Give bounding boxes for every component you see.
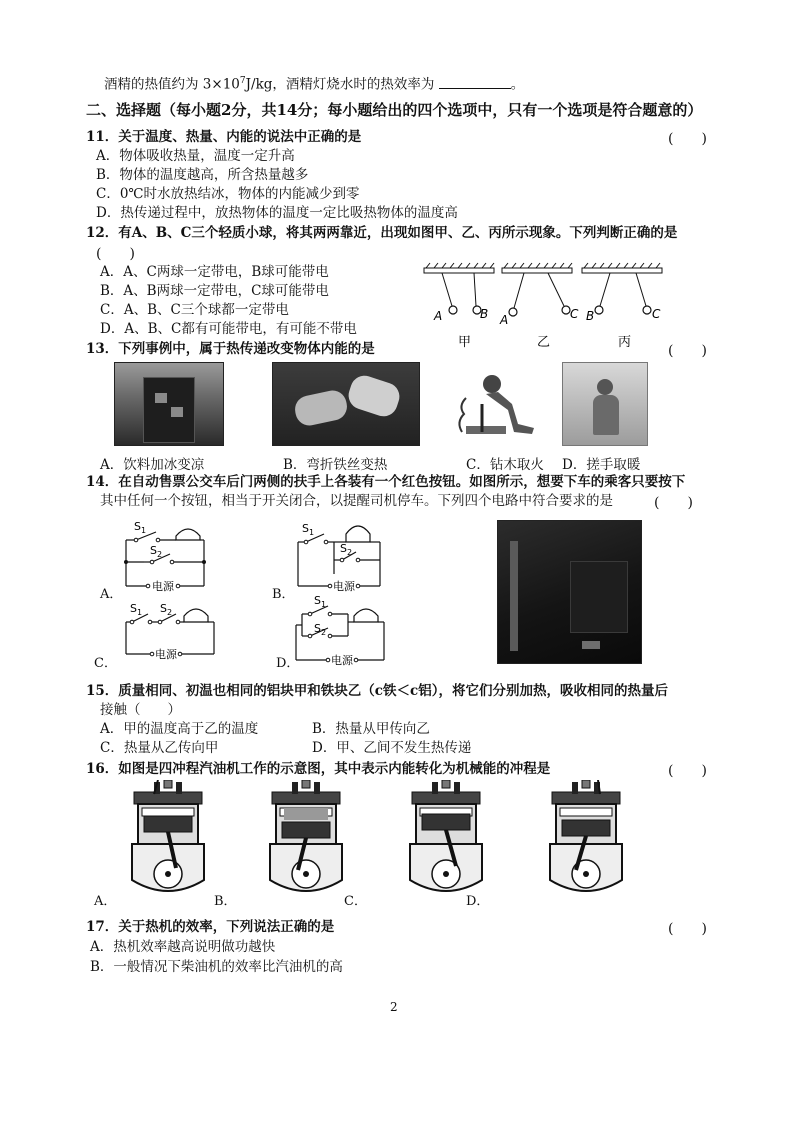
engine-c-label: C． [344,894,367,909]
q15-option-c: C．热量从乙传向甲 [100,740,219,756]
power-label: 电源 [152,580,174,593]
q17-option-a: A．热机效率越高说明做功越快 [90,939,276,955]
iced-drink-photo [114,362,224,446]
section-title: 二、选择题（每小题2分，共14分；每小题给出的四个选项中，只有一个选项是符合题意的） [86,101,703,119]
threads [442,273,646,308]
ball-label-b2: B [586,309,595,323]
power-label: 电源 [331,654,353,667]
bending-wire-photo [272,362,420,446]
q11-stem: 11．关于温度、热量、内能的说法中正确的是 [86,129,362,145]
drilling-wood-illustration [452,362,548,446]
ball-label-a: A [434,309,443,323]
q15-stem-line1: 15．质量相同、初温也相同的铝块甲和铁块乙（c铁＜c铝），将它们分别加热，吸收相同的热量后 [86,683,668,699]
power-label: 电源 [155,648,177,661]
circuit-b [290,514,390,598]
ceiling-supports [424,263,662,273]
q11-option-d: D．热传递过程中，放热物体的温度一定比吸热物体的温度高 [96,205,458,221]
bus-handrail-photo [497,520,642,664]
q16-answer-paren[interactable]: ( ) [668,763,707,779]
circuit-a-label: A． [100,587,123,602]
engine-b [270,780,342,891]
q12-option-d: D．A、B、C都有可能带电，有可能不带电 [100,321,357,337]
ball-label-c: C [570,307,579,321]
switch-s1-label: $S_1$ [134,520,147,535]
q15-option-a: A．甲的温度高于乙的温度 [100,721,259,737]
circuit-c [120,600,220,664]
q12-option-a: A．A、C两球一定带电，B球可能带电 [100,264,329,280]
switch-s2-label: $S_2$ [340,542,353,557]
rubbing-hands-photo [562,362,648,446]
answer-blank[interactable] [439,76,511,89]
q12-option-b: B．A、B两球一定带电，C球可能带电 [100,283,329,299]
ball-label-b: B [480,307,489,321]
q17-stem: 17．关于热机的效率，下列说法正确的是 [86,919,335,935]
switch-s1-label: $S_1$ [130,602,143,617]
q11-answer-paren[interactable]: ( ) [668,131,707,147]
switch-s1-label: $S_1$ [314,594,327,609]
circuit-d-label: D． [276,656,300,671]
q16-stem: 16．如图是四冲程汽油机工作的示意图，其中表示内能转化为机械能的冲程是 [86,761,551,777]
circuit-d [292,592,392,672]
engine-c [410,780,482,891]
circuit-c-label: C． [94,656,117,671]
q14-stem-line1: 14．在自动售票公交车后门两侧的扶手上各装有一个红色按钮。如图所示，想要下车的乘客只要按下 [86,474,686,490]
q17-option-b: B．一般情况下柴油机的效率比汽油机的高 [90,959,343,975]
q12-stem: 12．有A、B、C三个轻质小球，将其两两靠近，出现如图甲、乙、丙所示现象。下列判断正确的是 [86,225,678,241]
power-label: 电源 [333,580,355,593]
q13-stem: 13．下列事例中，属于热传递改变物体内能的是 [86,341,375,357]
q15-option-b: B．热量从甲传向乙 [312,721,430,737]
ball-label-c2: C [652,307,661,321]
q13-option-d: D．搓手取暖 [562,457,641,473]
switch-s2-label: $S_2$ [150,544,163,559]
engine-a-label: A． [94,894,117,909]
switch-s2-label: $S_2$ [314,622,327,637]
switch-s2-label: $S_2$ [160,602,173,617]
q12-answer-paren[interactable]: ( ) [96,246,135,262]
q13-option-a: A．饮料加冰变凉 [100,457,205,473]
q11-option-b: B．物体的温度越高，所含热量越多 [96,167,309,183]
q11-option-a: A．物体吸收热量，温度一定升高 [96,148,295,164]
engine-strokes-figure [118,780,678,902]
q14-stem-line2: 其中任何一个按钮，相当于开关闭合，以提醒司机停车。下列四个电路中符合要求的是 [100,493,613,509]
top-line: 酒精的热值约为 $3\times 10^7J/kg$，酒精灯烧水时的热效率为 。 [104,76,525,93]
switch-s1-label: $S_1$ [302,522,315,537]
ball-labels [433,307,661,327]
circuit-a [120,518,210,598]
caption-bing: 丙 [618,335,632,350]
circuit-b-label: B． [272,587,295,602]
q12-option-c: C．A、B、C三个球都一定带电 [100,302,289,318]
caption-yi: 乙 [537,335,551,350]
engine-d-label: D． [466,894,490,909]
q12-charged-balls-figure [420,262,670,352]
q17-answer-paren[interactable]: ( ) [668,921,707,937]
q14-answer-paren[interactable]: ( ) [654,495,693,511]
q15-option-d: D．甲、乙间不发生热传递 [312,740,472,756]
engine-d [550,780,622,891]
q13-option-b: B．弯折铁丝变热 [283,457,388,473]
q11-option-c: C．0℃时水放热结冰，物体的内能减少到零 [96,186,360,202]
caption-jia: 甲 [458,335,472,350]
q15-stem-line2: 接触（ ） [100,702,181,718]
figure-captions [458,335,631,350]
q13-option-c: C．钻木取火 [466,457,544,473]
q13-answer-paren[interactable]: ( ) [668,343,707,359]
ball-label-a2: A [500,313,509,327]
page-number: 2 [390,1000,398,1014]
engine-a [132,780,204,891]
engine-b-label: B． [214,894,237,909]
